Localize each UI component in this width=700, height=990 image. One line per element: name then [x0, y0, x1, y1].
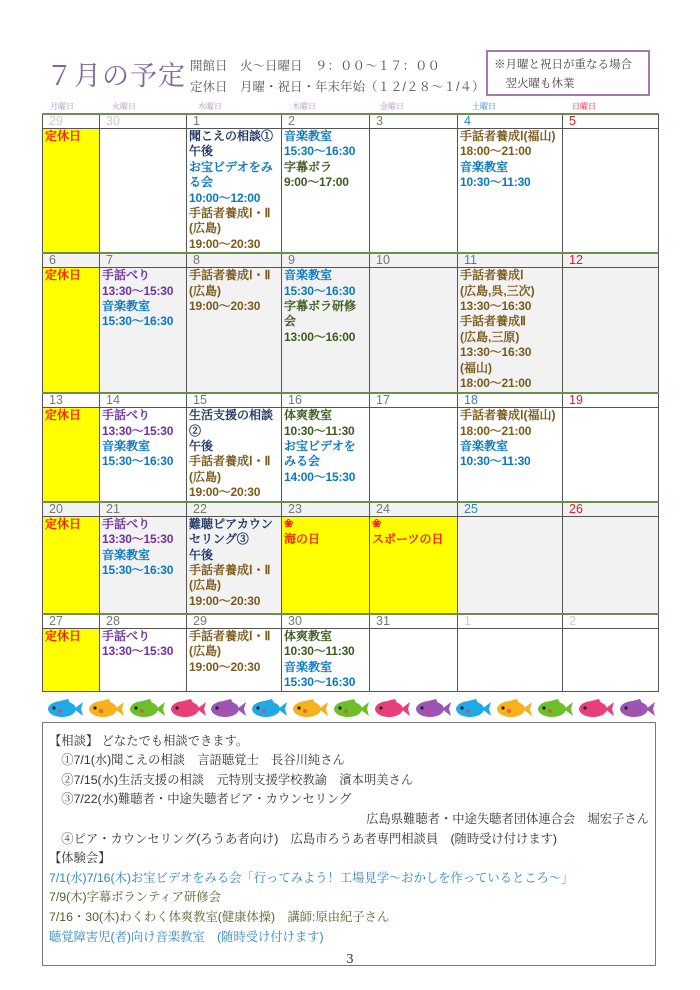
day-cell[interactable]: [100, 129, 187, 254]
day-cell[interactable]: [563, 628, 659, 691]
event-line: 手話者養成Ⅰ・Ⅱ: [189, 206, 271, 221]
event-line: 15:30～16:30: [284, 283, 356, 298]
date-number: 6: [49, 253, 56, 268]
fish-icon: [414, 699, 452, 719]
event-row: [43, 628, 659, 691]
event-line: 音楽教室: [284, 268, 333, 283]
event-line: 19:00～20:30: [189, 236, 261, 251]
event-line: 10:30～11:30: [284, 644, 355, 659]
event-line: 10:30～11:30: [460, 454, 531, 469]
date-number: 28: [106, 613, 120, 628]
page-number: 3: [346, 952, 354, 966]
event-line: 10:00～12:00: [189, 190, 261, 205]
event-line: 手話者養成Ⅰ・Ⅱ: [189, 454, 271, 469]
date-cell: [100, 393, 187, 408]
event-line: (広島): [189, 469, 221, 484]
date-cell: [43, 114, 100, 129]
date-row: [43, 393, 659, 408]
event-line: 10:30～11:30: [460, 175, 531, 190]
event-line: 手話者養成Ⅰ・Ⅱ: [189, 628, 271, 643]
date-number: 16: [288, 393, 302, 408]
day-cell[interactable]: [187, 268, 282, 394]
date-number: 23: [288, 501, 302, 516]
event-line: 15:30～16:30: [102, 454, 174, 469]
date-number: 21: [106, 501, 120, 516]
date-number: 2: [288, 114, 295, 128]
event-line: 聞こえの相談①: [189, 129, 274, 143]
event-line: 15:30～16:30: [284, 144, 356, 159]
day-cell[interactable]: [458, 408, 563, 502]
date-number: 12: [569, 253, 583, 268]
event-line: 体爽教室: [284, 628, 333, 643]
event-line: (広島,呉,三次): [460, 283, 535, 298]
date-cell: [370, 502, 458, 517]
info-line: 【体験会】: [49, 851, 111, 866]
date-row: [43, 253, 659, 268]
day-cell[interactable]: [370, 268, 458, 394]
event-line: (広島): [189, 644, 221, 659]
date-cell: [563, 502, 659, 517]
closed-label: 定休日: [190, 80, 228, 94]
date-number: 30: [288, 613, 302, 628]
event-line: 定休日: [45, 129, 82, 143]
event-line: 19:00～20:30: [189, 659, 261, 674]
event-line: 19:00～20:30: [189, 593, 261, 608]
event-line: 音楽教室: [102, 547, 151, 562]
event-line: 定休日: [45, 268, 82, 283]
event-line: お宝ビデオをみる会: [189, 159, 273, 190]
date-cell: [187, 253, 282, 268]
event-line: 手話べり: [102, 516, 151, 531]
date-number: 14: [106, 393, 120, 408]
fish-icon: [495, 699, 533, 719]
day-cell[interactable]: [563, 408, 659, 502]
fish-icon: [87, 699, 125, 719]
info-line: 広島県難聴者・中途失聴者団体連合会 堀宏子さん: [366, 812, 649, 827]
day-cell[interactable]: [458, 628, 563, 691]
day-cell[interactable]: [282, 516, 370, 614]
event-line: 難聴ピアカウンセリング③: [189, 516, 273, 547]
day-cell[interactable]: [43, 628, 100, 691]
event-row: [43, 516, 659, 614]
day-cell[interactable]: [370, 129, 458, 254]
event-line: 13:30～15:30: [102, 644, 174, 659]
day-cell[interactable]: [458, 516, 563, 614]
day-cell[interactable]: [370, 516, 458, 614]
date-cell: [563, 614, 659, 629]
closed-value: 月曜・祝日・年末年始（１２/２８～１/４）: [240, 80, 485, 94]
day-cell[interactable]: [100, 268, 187, 394]
event-line: 定休日: [45, 628, 82, 643]
weekday-label: 日曜日: [572, 102, 596, 111]
event-line: (広島,三原): [460, 329, 520, 344]
event-line: 10:30～11:30: [284, 423, 355, 438]
info-line: ①7/1(水)聞こえの相談 言語聴覚士 長谷川純さん: [49, 753, 345, 768]
date-cell: [282, 253, 370, 268]
date-number: 17: [376, 393, 390, 408]
event-line: 体爽教室: [284, 408, 333, 423]
event-row: [43, 129, 659, 254]
fish-icon: [291, 699, 329, 719]
date-cell: [187, 393, 282, 408]
date-cell: [100, 114, 187, 129]
date-cell: [282, 114, 370, 129]
event-line: 午後: [189, 547, 214, 562]
day-cell[interactable]: [282, 408, 370, 502]
event-row: [43, 268, 659, 394]
date-cell: [187, 614, 282, 629]
event-line: 音楽教室: [284, 659, 333, 674]
date-number: 5: [569, 114, 576, 128]
fish-icon: [250, 699, 288, 719]
day-cell[interactable]: [282, 129, 370, 254]
date-number: 9: [288, 253, 295, 268]
event-line: 13:00～16:00: [284, 329, 356, 344]
date-cell: [43, 614, 100, 629]
event-line: 19:00～20:30: [189, 485, 261, 500]
event-line: 定休日: [45, 516, 82, 531]
fish-icon: [332, 699, 370, 719]
date-cell: [370, 393, 458, 408]
day-cell[interactable]: [187, 129, 282, 254]
event-line: 手話べり: [102, 268, 151, 283]
day-cell[interactable]: [43, 408, 100, 502]
day-cell[interactable]: [187, 628, 282, 691]
day-cell[interactable]: [563, 516, 659, 614]
day-cell[interactable]: [100, 628, 187, 691]
day-cell[interactable]: [100, 408, 187, 502]
date-cell: [458, 393, 563, 408]
date-cell: [43, 253, 100, 268]
event-line: 13:30～15:30: [102, 283, 174, 298]
event-line: 午後: [189, 439, 214, 454]
fish-icon: [577, 699, 615, 719]
event-line: 13:30～16:30: [460, 345, 532, 360]
event-row: [43, 408, 659, 502]
date-number: 11: [464, 253, 477, 268]
event-line: スポーツの日: [372, 532, 444, 547]
date-number: 25: [464, 501, 478, 516]
event-line: 9:00～17:00: [284, 175, 349, 190]
date-number: 3: [376, 114, 383, 128]
event-line: 海の日: [284, 532, 321, 547]
date-cell: [187, 502, 282, 517]
fish-icon: [46, 699, 84, 719]
date-cell: [458, 114, 563, 129]
info-line: 7/16・30(木)わくわく体爽教室(健康体操) 講師:原由紀子さん: [49, 910, 390, 925]
date-number: 8: [193, 253, 200, 268]
day-cell[interactable]: [187, 408, 282, 502]
day-cell[interactable]: [43, 129, 100, 254]
holiday-note: [486, 50, 650, 96]
fish-icon: [128, 699, 166, 719]
date-cell: [100, 614, 187, 629]
date-cell: [563, 253, 659, 268]
calendar: [42, 113, 659, 692]
opening-hours: [190, 56, 440, 74]
date-cell: [43, 393, 100, 408]
info-line: ③7/22(水)難聴者・中途失聴者ピア・カウンセリング: [49, 792, 352, 807]
info-line: ④ピア・カウンセリング(ろうあ者向け) 広島市ろうあ者専門相談員 (随時受け付けます): [49, 831, 558, 846]
date-row: [43, 502, 659, 517]
fish-icon: [373, 699, 411, 719]
event-line: 音楽教室: [284, 129, 333, 143]
fish-icon: [169, 699, 207, 719]
event-line: 19:00～20:30: [189, 299, 261, 314]
event-line: 手話べり: [102, 628, 151, 643]
event-line: 手話者養成Ⅰ(福山): [460, 129, 556, 143]
fish-icon: [618, 699, 656, 719]
date-number: 7: [106, 253, 113, 268]
event-line: 13:30～15:30: [102, 532, 174, 547]
note-line: ※月曜と祝日が重なる場合: [494, 59, 632, 71]
info-line: 7/9(木)字幕ボランティア研修会: [49, 890, 221, 905]
date-number: 13: [49, 393, 63, 408]
day-cell[interactable]: [43, 516, 100, 614]
note-line: 翌火曜も休業: [494, 78, 575, 90]
date-cell: [458, 614, 563, 629]
date-number: 19: [569, 393, 583, 408]
event-line: 18:00～21:00: [460, 423, 532, 438]
event-line: 18:00～21:00: [460, 144, 532, 159]
event-line: (広島): [189, 578, 221, 593]
date-cell: [187, 114, 282, 129]
date-number: 29: [193, 613, 207, 628]
weekday-label: 土曜日: [472, 102, 496, 111]
event-line: (福山): [460, 360, 492, 375]
holiday-flower-icon: ❀: [284, 517, 294, 530]
event-line: (広島): [189, 283, 221, 298]
date-number: 10: [376, 253, 390, 268]
info-line: 7/1(水)7/16(木)お宝ビデオをみる会「行ってみよう！工場見学～おかしを作っているところ～」: [49, 870, 574, 885]
event-line: 15:30～16:30: [102, 562, 174, 577]
date-number: 24: [376, 501, 390, 516]
date-number: 30: [106, 114, 120, 128]
date-number: 4: [464, 114, 471, 128]
event-line: 定休日: [45, 408, 82, 423]
date-cell: [43, 502, 100, 517]
date-number: 1: [193, 114, 200, 128]
date-number: 1: [464, 613, 471, 628]
info-line: ②7/15(水)生活支援の相談 元特別支援学校教諭 濱本明美さん: [49, 772, 414, 787]
event-line: 13:30～15:30: [102, 423, 174, 438]
day-cell[interactable]: [563, 268, 659, 394]
event-line: 14:00～15:30: [284, 469, 356, 484]
event-line: 手話者養成Ⅰ・Ⅱ: [189, 268, 271, 283]
event-line: 18:00～21:00: [460, 376, 532, 391]
info-box: [42, 722, 656, 966]
day-cell[interactable]: [458, 129, 563, 254]
event-line: 手話者養成Ⅰ(福山): [460, 408, 556, 423]
date-number: 22: [193, 501, 207, 516]
date-number: 31: [376, 613, 390, 628]
fish-decoration: [46, 699, 656, 721]
day-cell[interactable]: [563, 129, 659, 254]
weekday-label: 金曜日: [380, 102, 404, 111]
date-cell: [563, 393, 659, 408]
date-cell: [370, 614, 458, 629]
date-cell: [563, 114, 659, 129]
day-cell[interactable]: [370, 408, 458, 502]
event-line: お宝ビデオをみる会: [284, 439, 356, 469]
event-line: 音楽教室: [460, 159, 509, 174]
day-cell[interactable]: [100, 516, 187, 614]
info-line: 聴覚障害児(者)向け音楽教室 (随時受け付けます): [49, 929, 324, 944]
date-number: 26: [569, 501, 583, 516]
date-number: 15: [193, 393, 207, 408]
fish-icon: [209, 699, 247, 719]
open-label: 開館日: [190, 59, 228, 73]
event-line: 手話者養成Ⅱ: [460, 314, 526, 329]
weekday-label: 水曜日: [198, 102, 222, 111]
weekday-label: 木曜日: [292, 102, 316, 111]
event-line: 手話べり: [102, 408, 151, 423]
weekday-label: 月曜日: [50, 102, 74, 111]
date-cell: [282, 502, 370, 517]
event-line: 音楽教室: [102, 299, 151, 314]
event-line: 手話者養成Ⅰ・Ⅱ: [189, 562, 271, 577]
day-cell[interactable]: [282, 628, 370, 691]
date-cell: [282, 614, 370, 629]
weekday-label: 火曜日: [112, 102, 136, 111]
event-line: 音楽教室: [102, 439, 151, 454]
date-number: 29: [49, 114, 63, 128]
day-cell[interactable]: [370, 628, 458, 691]
event-line: 15:30～16:30: [102, 314, 174, 329]
date-cell: [458, 253, 563, 268]
event-line: 13:30～16:30: [460, 299, 532, 314]
day-cell[interactable]: [458, 268, 563, 394]
event-line: 音楽教室: [460, 439, 509, 454]
event-line: 字幕ボラ: [284, 159, 333, 174]
fish-icon: [536, 699, 574, 719]
date-row: [43, 614, 659, 629]
date-number: 18: [464, 393, 478, 408]
closed-days: [190, 77, 484, 95]
event-line: 字幕ボラ研修会: [284, 299, 357, 329]
open-value: 火～日曜日 ９：００～１７：００: [240, 59, 441, 73]
fish-icon: [454, 699, 492, 719]
event-line: 15:30～16:30: [284, 674, 356, 689]
date-cell: [100, 253, 187, 268]
date-row: [43, 114, 659, 129]
date-cell: [458, 502, 563, 517]
event-line: 午後: [189, 144, 214, 159]
page-title: ７月の予定: [46, 61, 186, 91]
day-cell[interactable]: [43, 268, 100, 394]
date-cell: [370, 253, 458, 268]
date-cell: [100, 502, 187, 517]
day-cell[interactable]: [282, 268, 370, 394]
date-cell: [370, 114, 458, 129]
info-line: 【相談】 どなたでも相談できます。: [49, 733, 249, 748]
date-number: 20: [49, 501, 63, 516]
day-cell[interactable]: [187, 516, 282, 614]
event-line: 手話者養成Ⅰ: [460, 268, 524, 283]
date-cell: [282, 393, 370, 408]
event-line: (広島): [189, 221, 221, 236]
date-number: 27: [49, 613, 63, 628]
date-number: 2: [569, 613, 576, 628]
holiday-flower-icon: ❀: [372, 517, 382, 530]
event-line: 生活支援の相談②: [189, 408, 274, 438]
